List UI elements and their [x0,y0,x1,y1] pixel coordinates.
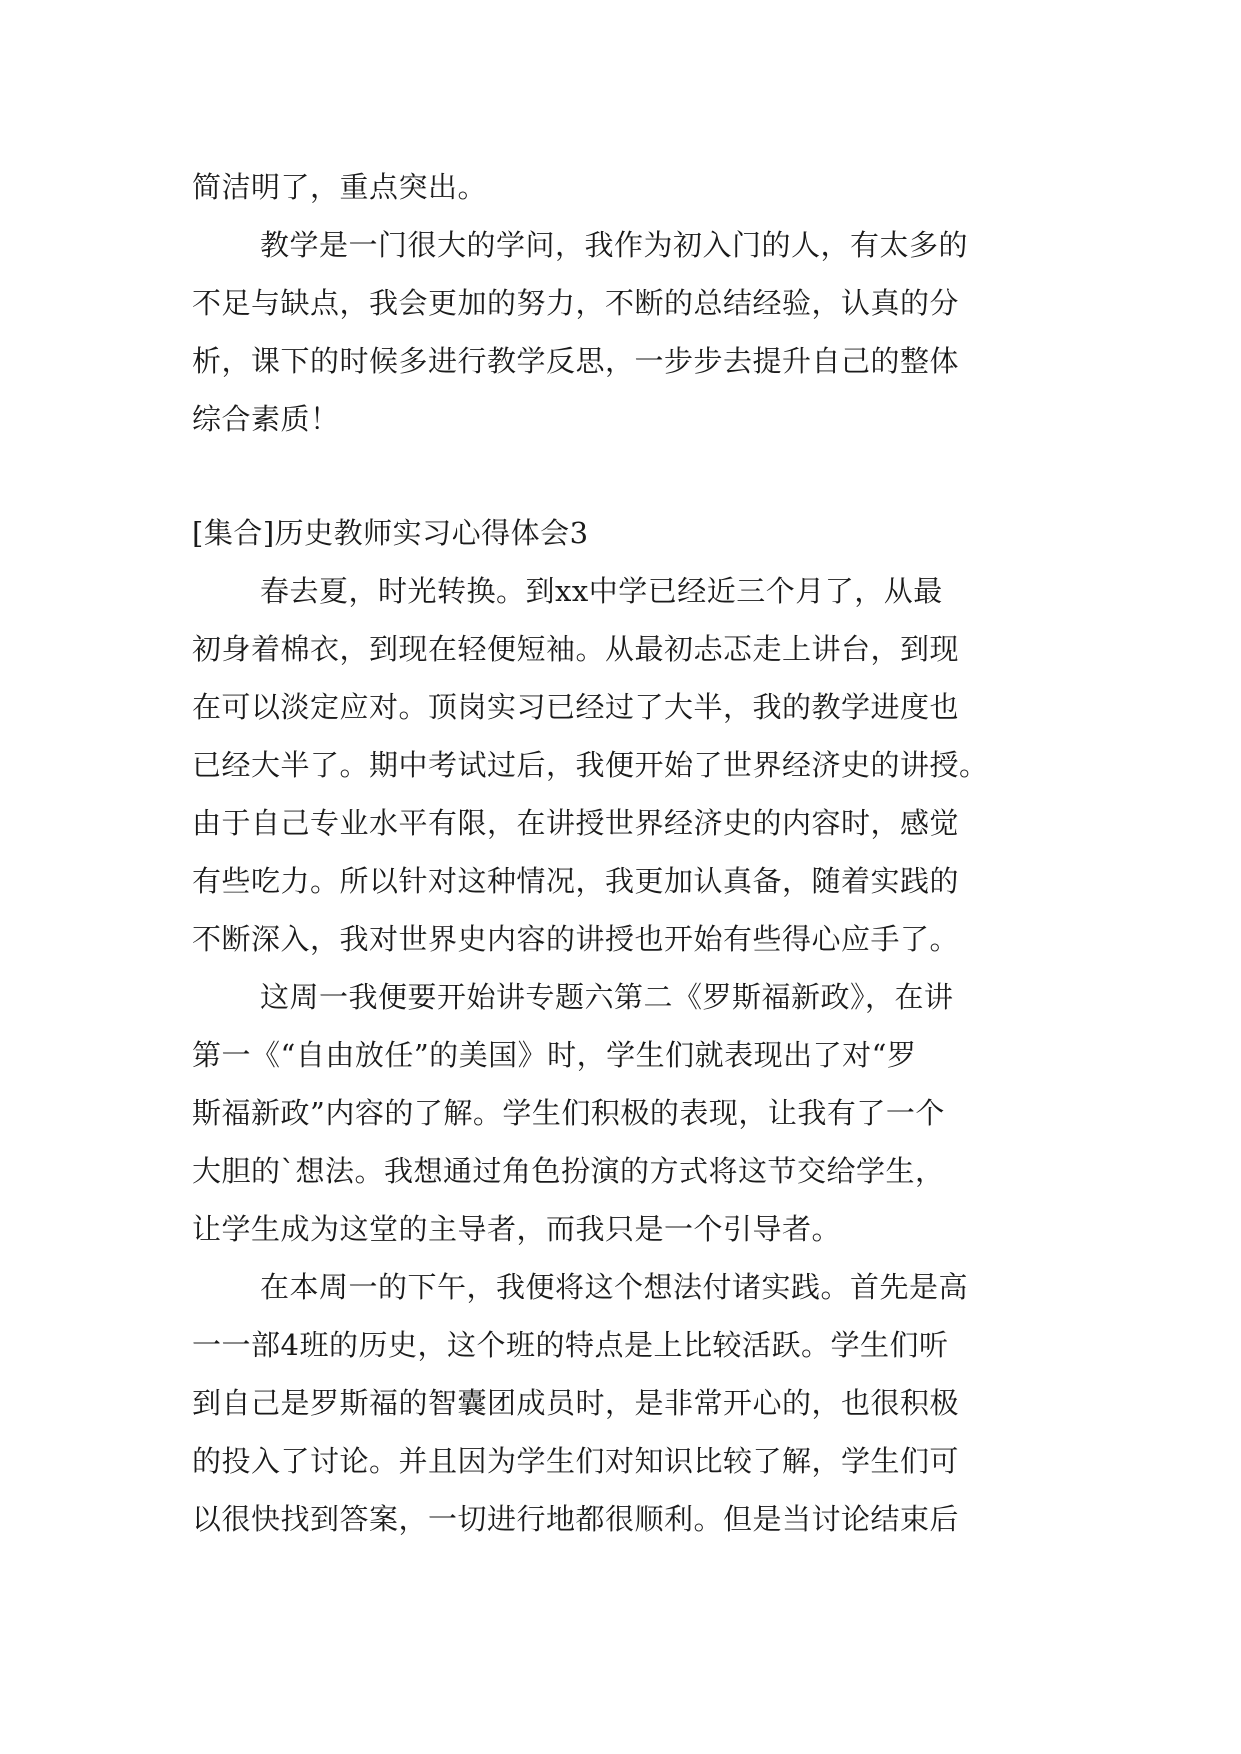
text-line: 在本周一的下午，我便将这个想法付诸实践。首先是高 [260,1270,969,1304]
text-line: 以很快找到答案，一切进行地都很顺利。但是当讨论结束后 [192,1502,960,1536]
text-line: 一一部4班的历史，这个班的特点是上比较活跃。学生们听 [192,1328,949,1362]
text-line: 到自己是罗斯福的智囊团成员时，是非常开心的，也很积极 [192,1386,960,1420]
text-line: 有些吃力。所以针对这种情况，我更加认真备，随着实践的 [192,864,960,898]
text-line: 斯福新政”内容的了解。学生们积极的表现，让我有了一个 [192,1096,945,1130]
text-line: 让学生成为这堂的主导者，而我只是一个引导者。 [192,1212,842,1246]
text-line: 不断深入，我对世界史内容的讲授也开始有些得心应手了。 [192,922,960,956]
text-line: 已经大半了。期中考试过后，我便开始了世界经济史的讲授。 [192,748,989,782]
text-line: 综合素质！ [192,402,340,436]
text-line: 简洁明了，重点突出。 [192,170,488,204]
section-heading: [集合]历史教师实习心得体会3 [192,516,589,550]
text-line: 的投入了讨论。并且因为学生们对知识比较了解，学生们可 [192,1444,960,1478]
text-line: 在可以淡定应对。顶岗实习已经过了大半，我的教学进度也 [192,690,960,724]
text-line: 春去夏，时光转换。到xx中学已经近三个月了，从最 [260,574,943,608]
text-line: 初身着棉衣，到现在轻便短袖。从最初忐忑走上讲台，到现 [192,632,960,666]
text-line: 这周一我便要开始讲专题六第二《罗斯福新政》，在讲 [260,980,954,1014]
text-line: 第一《“自由放任”的美国》时，学生们就表现出了对“罗 [192,1038,917,1072]
text-line: 教学是一门很大的学问，我作为初入门的人，有太多的 [260,228,969,262]
text-line: 大胆的`想法。我想通过角色扮演的方式将这节交给学生， [192,1154,945,1188]
text-line: 析，课下的时候多进行教学反思，一步步去提升自己的整体 [192,344,960,378]
text-line: 由于自己专业水平有限，在讲授世界经济史的内容时，感觉 [192,806,960,840]
text-line: 不足与缺点，我会更加的努力，不断的总结经验，认真的分 [192,286,960,320]
